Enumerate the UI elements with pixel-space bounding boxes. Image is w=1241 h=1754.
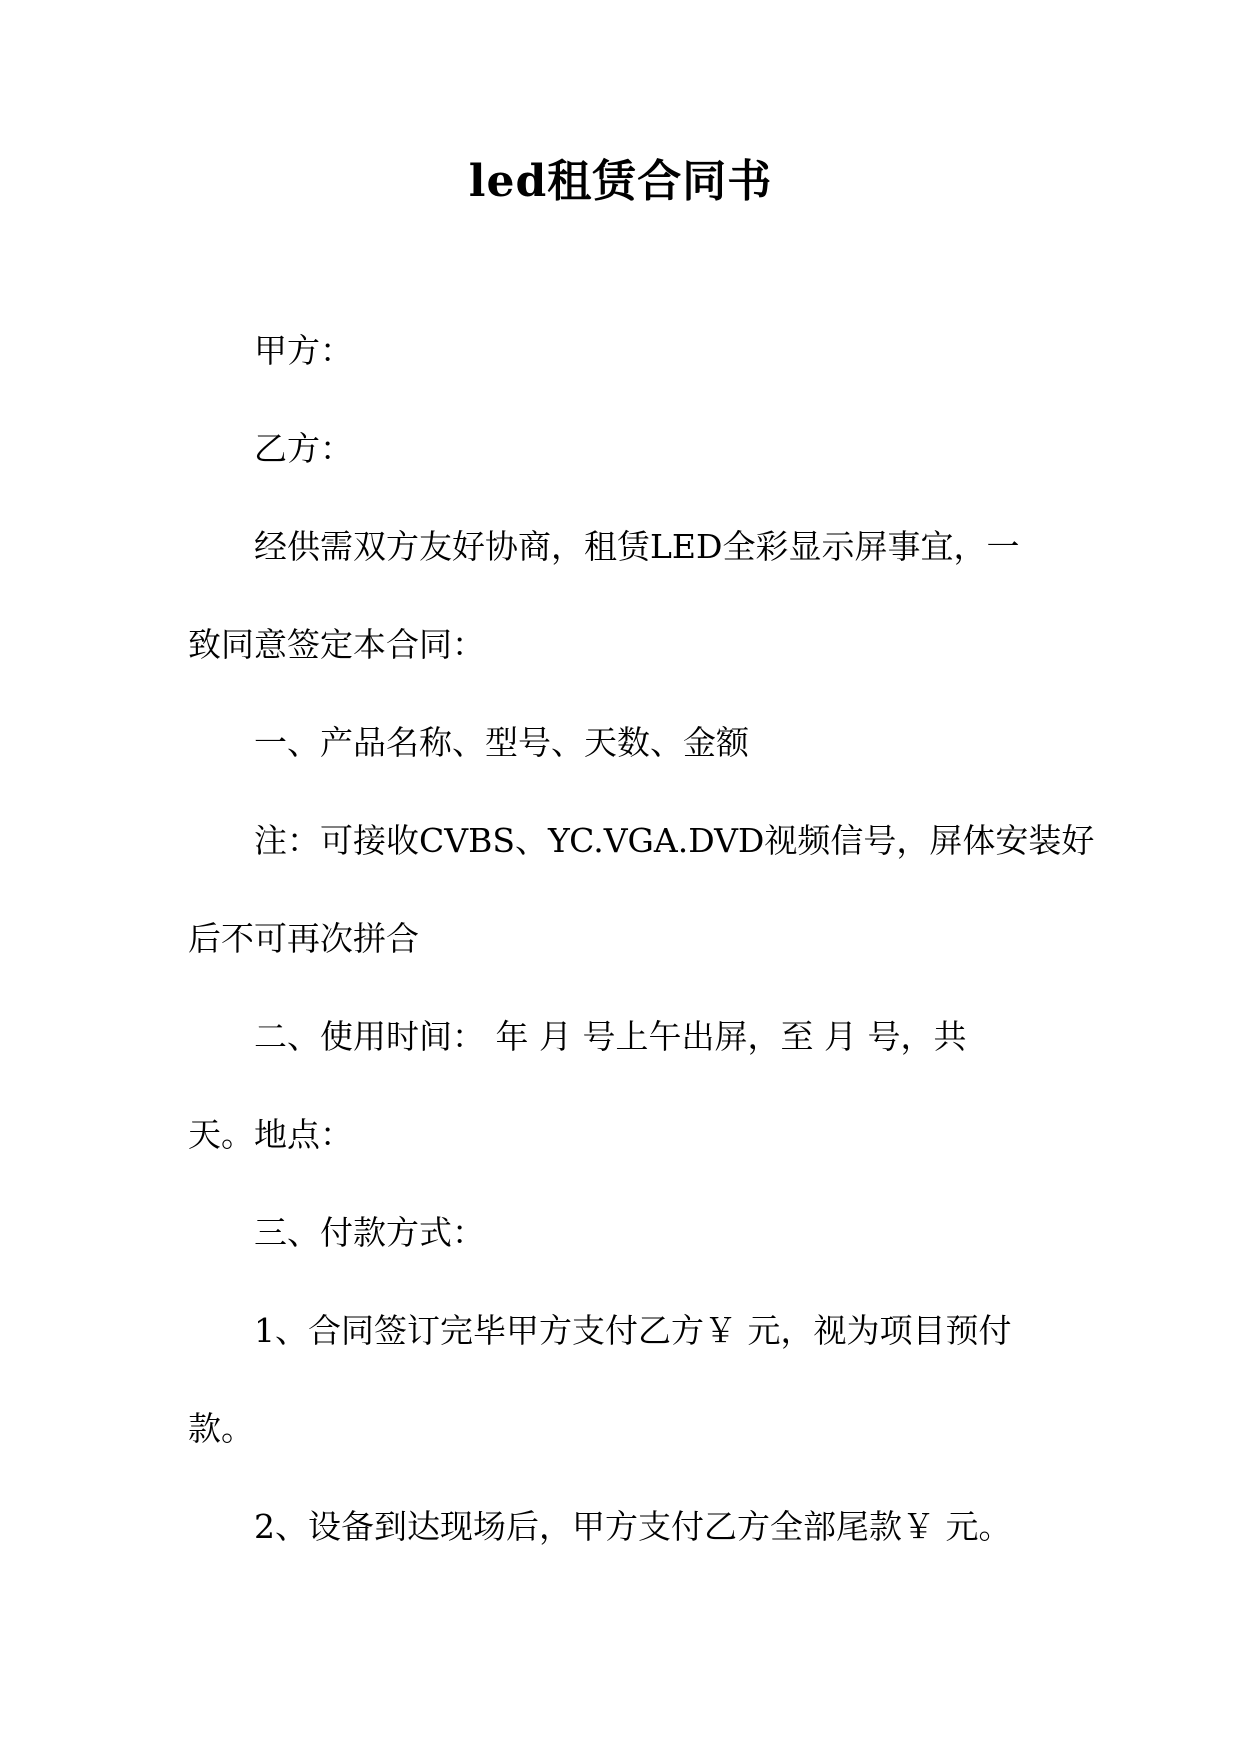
paragraph-party-b: 乙方： xyxy=(254,429,353,468)
payment-item-1: 1、合同签订完毕甲方支付乙方￥ 元，视为项目预付 xyxy=(254,1311,1012,1350)
paragraph-note-continued: 后不可再次拼合 xyxy=(188,919,419,958)
paragraph-intro: 经供需双方友好协商，租赁LED全彩显示屏事宜，一 xyxy=(254,527,1020,566)
payment-item-1-continued: 款。 xyxy=(188,1409,254,1448)
section-three-heading: 三、付款方式： xyxy=(254,1213,485,1252)
paragraph-note: 注：可接收CVBS、YC.VGA.DVD视频信号，屏体安装好 xyxy=(254,821,1095,860)
section-two-continued: 天。地点： xyxy=(188,1115,353,1154)
paragraph-party-a: 甲方： xyxy=(254,331,353,370)
paragraph-intro-continued: 致同意签定本合同： xyxy=(188,625,485,664)
section-one-heading: 一、产品名称、型号、天数、金额 xyxy=(254,723,749,762)
document-title: led租赁合同书 xyxy=(468,156,773,207)
document-body xyxy=(188,302,1095,1576)
section-two-usage-time: 二、使用时间： 年 月 号上午出屏，至 月 号，共 xyxy=(254,1017,967,1056)
payment-item-2: 2、设备到达现场后，甲方支付乙方全部尾款￥ 元。 xyxy=(254,1507,1012,1546)
